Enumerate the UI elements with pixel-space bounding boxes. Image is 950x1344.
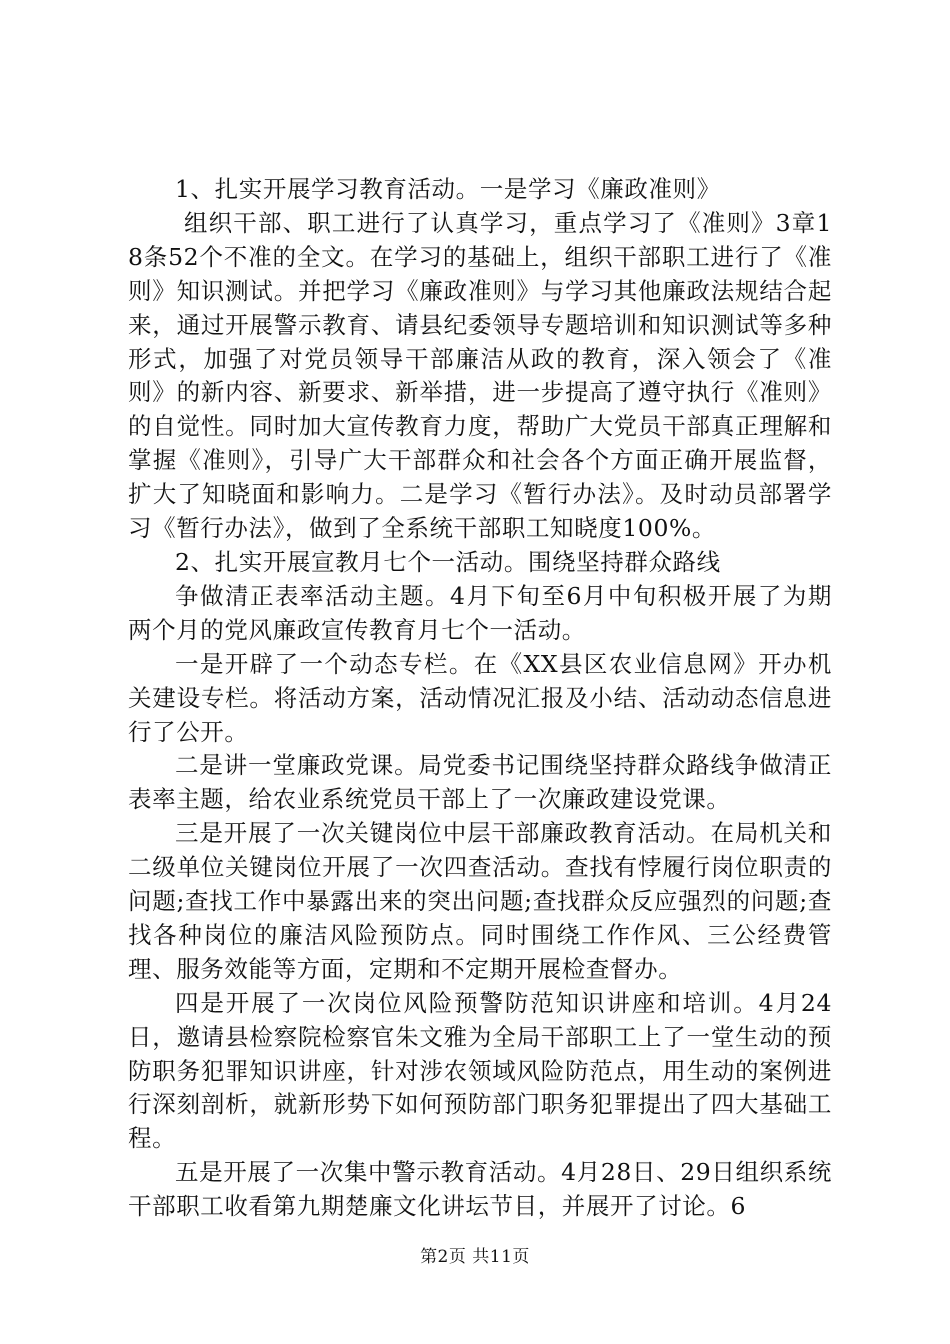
paragraph-study-details: 组织干部、职工进行了认真学习，重点学习了《准则》3章18条52个不准的全文。在学习的基础上，组织干部职工进行了《准则》知识测试。并把学习《廉政准则》与学习其他廉政法规结合起来，通过开展警示教育、请县纪委领导专题培训和知识测试等多种形式，加强了对党员领导干部廉洁从政的教育，深入领会了《准则》的新内容、新要求、新举措，进一步提高了遵守执行《准则》的自觉性。同时加大宣传教育力度，帮助广大党员干部真正理解和掌握《准则》，引导广大干部群众和社会各个方面正确开展监督，扩大了知晓面和影响力。二是学习《暂行办法》。及时动员部署学习《暂行办法》，做到了全系统干部职工知晓度100%。: [128, 208, 832, 543]
page-number-footer: 第2页 共11页: [420, 1247, 530, 1267]
paragraph-campaign-heading: 2、扎实开展宣教月七个一活动。围绕坚持群众路线: [175, 547, 721, 576]
paragraph-item-three: 三是开展了一次关键岗位中层干部廉政教育活动。在局机关和二级单位关键岗位开展了一次四查活动。查找有悖履行岗位职责的问题;查找工作中暴露出来的突出问题;查找群众反应强烈的问题;查找各种岗位的廉洁风险预防点。同时围绕工作作风、三公经费管理、服务效能等方面，定期和不定期开展检查督办。: [128, 819, 832, 983]
paragraph-item-four: 四是开展了一次岗位风险预警防范知识讲座和培训。4月24日，邀请县检察院检察官朱文雅为全局干部职工上了一堂生动的预防职务犯罪知识讲座，针对涉农领域风险防范点，用生动的案例进行深刻剖析，就新形势下如何预防部门职务犯罪提出了四大基础工程。: [128, 988, 832, 1153]
paragraph-item-one: 一是开辟了一个动态专栏。在《XX县区农业信息网》开办机关建设专栏。将活动方案，活动情况汇报及小结、活动动态信息进行了公开。: [128, 649, 832, 746]
paragraph-campaign-theme: 争做清正表率活动主题。4月下旬至6月中旬积极开展了为期两个月的党风廉政宣传教育月七个一活动。: [128, 581, 832, 644]
paragraph-study-heading: 1、扎实开展学习教育活动。一是学习《廉政准则》: [175, 175, 721, 203]
paragraph-item-two: 二是讲一堂廉政党课。局党委书记围绕坚持群众路线争做清正表率主题，给农业系统党员干部上了一次廉政建设党课。: [128, 751, 832, 814]
document-body: [128, 173, 832, 1224]
paragraph-item-five: 五是开展了一次集中警示教育活动。4月28日、29日组织系统干部职工收看第九期楚廉文化讲坛节目，并展开了讨论。6: [128, 1158, 832, 1221]
